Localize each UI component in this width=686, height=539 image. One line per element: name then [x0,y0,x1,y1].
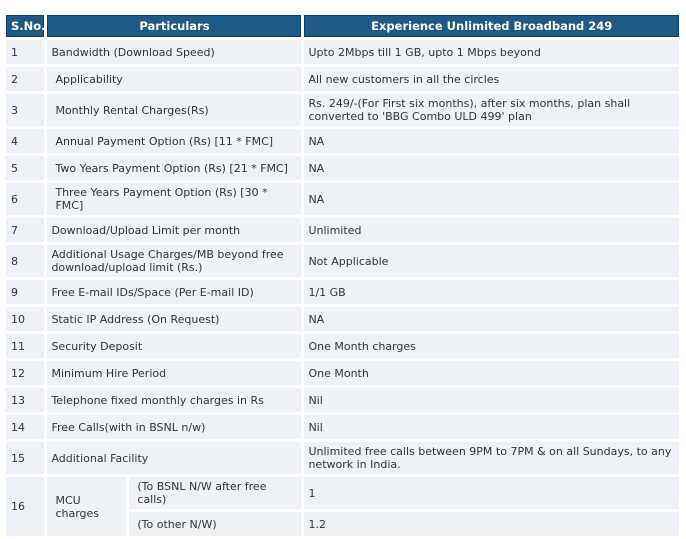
table-row [6,388,679,412]
table-row [6,183,679,215]
mcu-sub-particular: (To BSNL N/W after free calls) [129,477,301,509]
table-row-mcu [6,477,679,509]
table-row [6,94,679,126]
row-value: One Month [304,361,679,385]
row-number: 10 [6,307,44,331]
table-row [6,245,679,277]
mcu-sub-particular: (To other N/W) [129,512,301,536]
row-number: 3 [6,94,44,126]
row-value: Unlimited [304,218,679,242]
row-particular: Additional Usage Charges/MB beyond free download/upload limit (Rs.) [47,245,301,277]
row-value: Not Applicable [304,245,679,277]
row-particular: Annual Payment Option (Rs) [11 * FMC] [47,129,301,153]
row-particular: Free Calls(with in BSNL n/w) [47,415,301,439]
table-row [6,129,679,153]
row-number: 11 [6,334,44,358]
row-particular: Static IP Address (On Request) [47,307,301,331]
row-value: One Month charges [304,334,679,358]
row-particular: Free E-mail IDs/Space (Per E-mail ID) [47,280,301,304]
row-value: Upto 2Mbps till 1 GB, upto 1 Mbps beyond [304,40,679,64]
row-number: 14 [6,415,44,439]
row-number: 6 [6,183,44,215]
table-row [6,67,679,91]
row-particular: Bandwidth (Download Speed) [47,40,301,64]
table-row [6,442,679,474]
row-number: 15 [6,442,44,474]
row-value: Nil [304,388,679,412]
row-particular: Minimum Hire Period [47,361,301,385]
row-number: 9 [6,280,44,304]
row-number: 12 [6,361,44,385]
row-value: Rs. 249/-(For First six months), after six months, plan shall converted to 'BBG Combo ULD 499' plan [304,94,679,126]
table-row [6,415,679,439]
table-row [6,361,679,385]
row-value: 1/1 GB [304,280,679,304]
row-value: NA [304,129,679,153]
header-particulars: Particulars [47,15,301,37]
row-number: 1 [6,40,44,64]
row-value: NA [304,183,679,215]
mcu-sub-value: 1.2 [304,512,679,536]
row-number: 13 [6,388,44,412]
table-row [6,218,679,242]
row-value: Nil [304,415,679,439]
row-particular: Telephone fixed monthly charges in Rs [47,388,301,412]
row-number: 5 [6,156,44,180]
header-sno: S.No. [6,15,44,37]
row-particular: Download/Upload Limit per month [47,218,301,242]
row-particular: Additional Facility [47,442,301,474]
row-value: Unlimited free calls between 9PM to 7PM & on all Sundays, to any network in India. [304,442,679,474]
mcu-charges-label: MCU charges [47,477,126,536]
mcu-sub-value: 1 [304,477,679,509]
table-row [6,280,679,304]
row-particular: Applicability [47,67,301,91]
broadband-plan-table [3,12,682,539]
row-value: All new customers in all the circles [304,67,679,91]
table-row [6,307,679,331]
row-value: NA [304,307,679,331]
row-number: 7 [6,218,44,242]
row-number: 4 [6,129,44,153]
row-particular: Security Deposit [47,334,301,358]
header-plan-name: Experience Unlimited Broadband 249 [304,15,679,37]
row-particular: Two Years Payment Option (Rs) [21 * FMC] [47,156,301,180]
table-row [6,334,679,358]
row-particular: Three Years Payment Option (Rs) [30 * FMC] [47,183,301,215]
table-header-row [6,15,679,37]
row-number: 16 [6,477,44,536]
row-value: NA [304,156,679,180]
row-number: 2 [6,67,44,91]
table-row [6,156,679,180]
table-row [6,40,679,64]
row-number: 8 [6,245,44,277]
row-particular: Monthly Rental Charges(Rs) [47,94,301,126]
